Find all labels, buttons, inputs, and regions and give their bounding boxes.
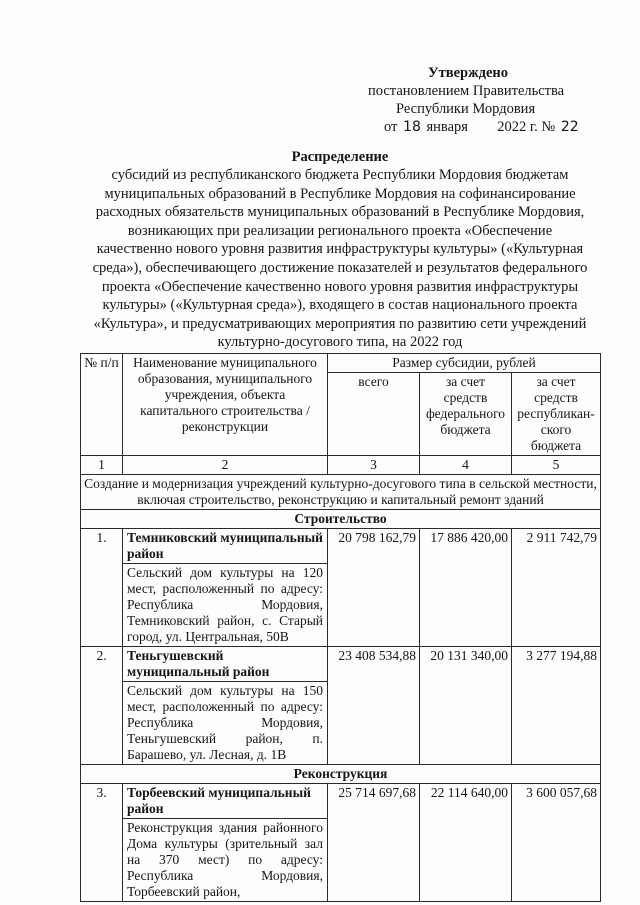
column-number: 4 (420, 456, 512, 475)
amount-total: 20 798 162,79 (328, 529, 420, 647)
column-number: 1 (81, 456, 123, 475)
object-description: Сельский дом культуры на 120 мест, расположенный по адресу: Республика Мордовия, Темниковский район, с. Старый город, ул. Центральная, 50В (127, 565, 323, 644)
header-total: всего (328, 373, 420, 456)
date-number: 22 (560, 119, 579, 135)
date-year: 2022 г. № (497, 119, 556, 135)
group-title: Создание и модернизация учреждений культурно-досугового типа в сельской местности, включая строительство, реконструкцию и капитальный ремонт зданий (81, 475, 601, 510)
section-construction: Строительство (81, 510, 601, 529)
subtitle-line: культуры» («Культурная среда»), входящего в состав национального проекта (102, 297, 578, 314)
amount-total: 23 408 534,88 (328, 647, 420, 765)
document-title: Распределение (291, 149, 389, 165)
amount-total: 25 714 697,68 (328, 784, 420, 902)
subtitle-line: «Культура», и предусматривающих мероприятия по развитию сети учреждений (93, 315, 587, 332)
date-prefix: от (384, 119, 398, 135)
object-description: Сельский дом культуры на 150 мест, расположенный по адресу: Республика Мордовия, Теньгушевский район, п. Барашево, ул. Лесная, д. 1В (127, 683, 323, 762)
column-number: 3 (328, 456, 420, 475)
header-subsidy: Размер субсидии, рублей (328, 354, 601, 373)
approval-resolution: постановлением Правительства (368, 83, 565, 99)
amount-republic: 3 277 194,88 (512, 647, 601, 765)
amount-federal: 22 114 640,00 (420, 784, 512, 902)
subtitle-line: муниципальных образований в Республике Мордовия на софинансирование (104, 185, 576, 202)
amount-federal: 17 886 420,00 (420, 529, 512, 647)
district-name: Темниковский муниципальный район (123, 529, 327, 564)
date-day: 18 (403, 119, 421, 135)
subtitle-line: проекта «Обеспечение качественно нового уровня развития инфраструктуры (101, 278, 579, 295)
document-subtitle (60, 166, 620, 352)
amount-federal: 20 131 340,00 (420, 647, 512, 765)
table-row (81, 529, 601, 647)
table-row (81, 647, 601, 765)
row-num: 2. (81, 647, 123, 765)
header-republic: за счет средств республикан-ского бюджета (512, 373, 601, 456)
row-name-cell (123, 784, 328, 902)
row-num: 1. (81, 529, 123, 647)
table-row (81, 784, 601, 902)
column-number: 2 (123, 456, 328, 475)
subtitle-line: возникающих при реализации регионального проекта «Обеспечение (127, 222, 553, 239)
amount-republic: 3 600 057,68 (512, 784, 601, 902)
approval-date (362, 118, 612, 136)
subtitle-line: культурно-досугового типа, на 2022 год (217, 334, 463, 351)
district-name: Теньгушевский муниципальный район (123, 647, 327, 682)
header-federal: за счет средств федерального бюджета (420, 373, 512, 456)
object-description: Реконструкция здания районного Дома культуры (зрительный зал на 370 мест) по адресу: Республика Мордовия, Торбеевский район, (127, 820, 323, 899)
column-number: 5 (512, 456, 601, 475)
district-name: Торбеевский муниципальный район (123, 784, 327, 819)
header-name: Наименование муниципального образования, муниципального учреждения, объекта капитального строительства / реконструкции (123, 354, 328, 456)
subtitle-line: субсидий из республиканского бюджета Республики Мордовия бюджетам (111, 167, 569, 183)
subtitle-line: расходных обязательств муниципальных образований в Республике Мордовия, (95, 204, 585, 221)
approval-heading: Утверждено (428, 65, 508, 81)
approval-stamp (362, 64, 612, 136)
header-num: № п/п (81, 354, 123, 456)
subtitle-line: качественно нового уровня развития инфраструктуры культуры» («Культурная (96, 241, 584, 258)
amount-republic: 2 911 742,79 (512, 529, 601, 647)
subsidy-table (80, 353, 601, 902)
row-name-cell (123, 647, 328, 765)
date-month: января (426, 119, 468, 135)
row-num: 3. (81, 784, 123, 902)
approval-republic: Республики Мордовия (396, 101, 536, 117)
section-reconstruction: Реконструкция (81, 765, 601, 784)
row-name-cell (123, 529, 328, 647)
subtitle-line: среда»), обеспечивающего достижение показателей и результатов федерального (92, 259, 588, 276)
